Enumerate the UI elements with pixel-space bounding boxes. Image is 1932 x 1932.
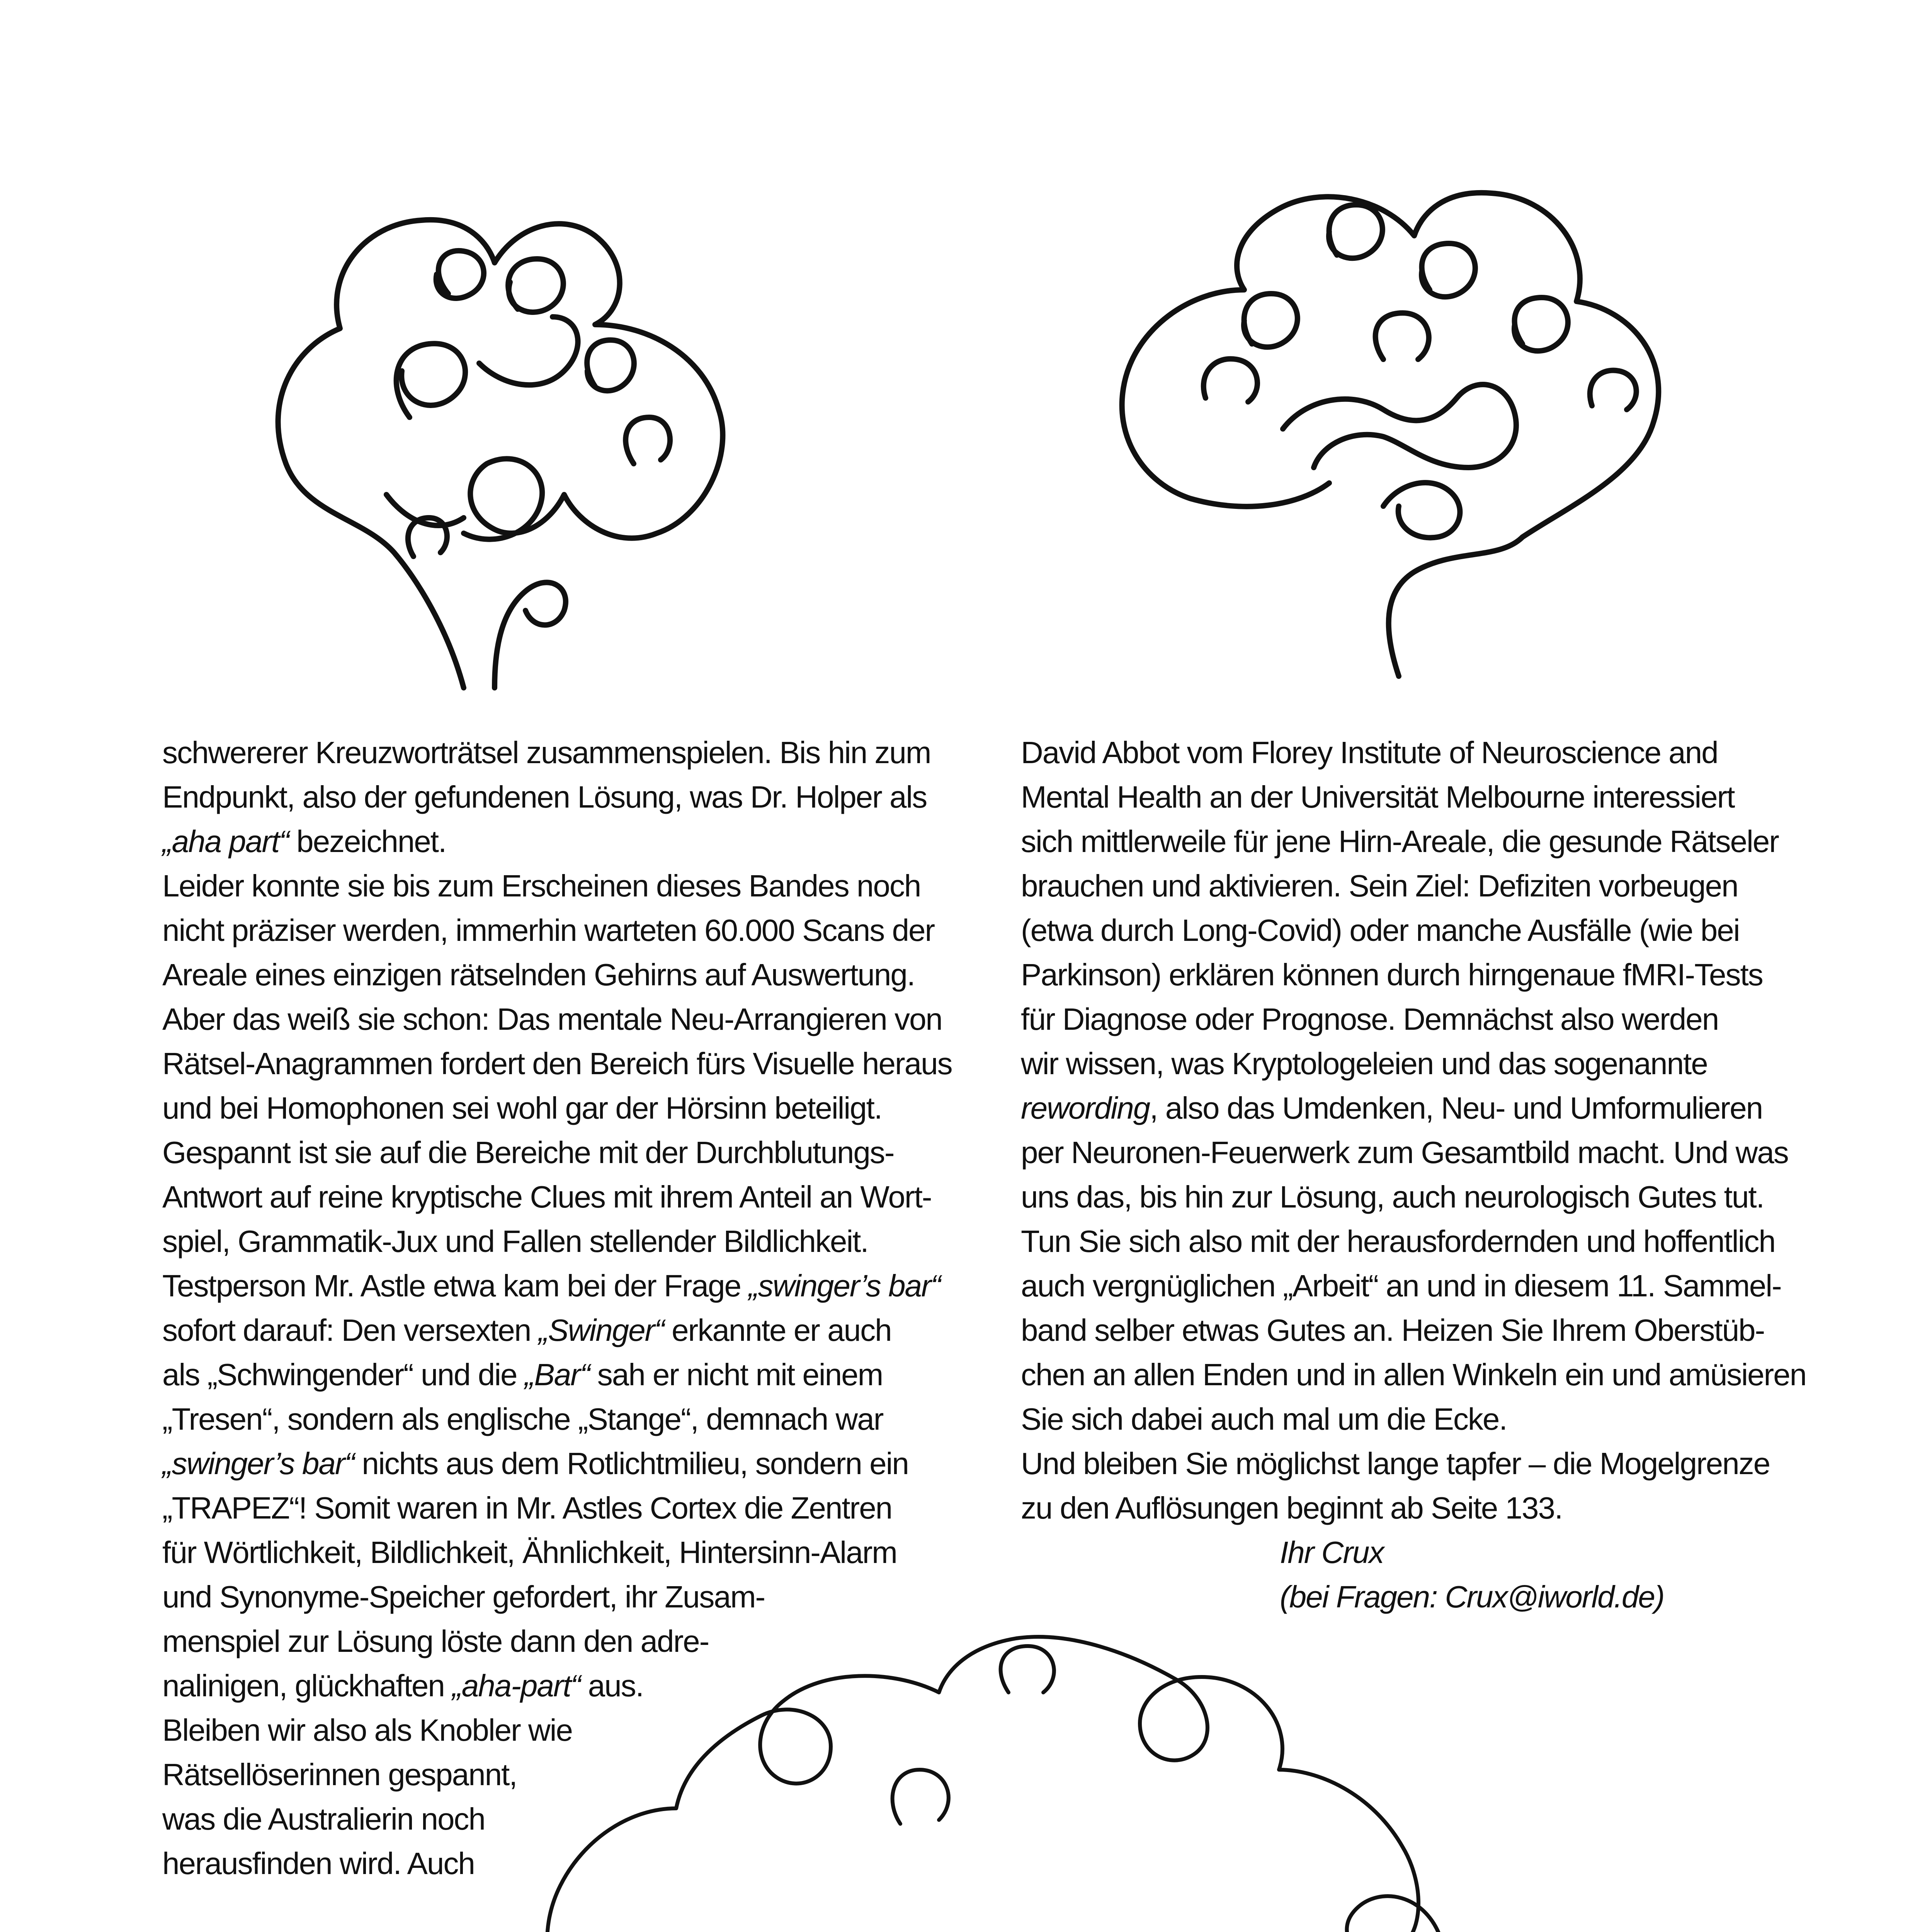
italic-text: „swinger’s bar“	[162, 1446, 354, 1481]
signature-name: Ihr Crux	[1280, 1535, 1384, 1570]
text-segment: Antwort auf reine kryptische Clues mit ihrem Anteil an Wort-	[162, 1180, 932, 1214]
text-segment: David Abbot vom Florey Institute of Neuroscience and	[1021, 735, 1718, 770]
text-segment: auch vergnüglichen „Arbeit“ an und in diesem 11. Sammel-	[1021, 1269, 1781, 1303]
text-segment: nalinigen, glückhaften	[162, 1668, 452, 1703]
right-text-column	[1021, 730, 1886, 1530]
text-segment: und bei Homophonen sei wohl gar der Hörsinn beteiligt.	[162, 1091, 882, 1125]
text-line	[1021, 1486, 1886, 1530]
text-segment: Und bleiben Sie möglichst lange tapfer – die Mogelgrenze	[1021, 1446, 1770, 1481]
italic-text: „Bar“	[524, 1357, 590, 1392]
text-segment: sofort darauf: Den versexten	[162, 1313, 539, 1347]
text-segment: schwererer Kreuzworträtsel zusammenspielen. Bis hin zum	[162, 735, 931, 770]
text-line	[162, 1663, 1012, 1708]
text-line	[162, 1352, 1012, 1397]
text-segment: Testperson Mr. Astle etwa kam bei der Frage	[162, 1269, 749, 1303]
text-line	[162, 1619, 1012, 1663]
text-segment: für Wörtlichkeit, Bildlichkeit, Ähnlichkeit, Hintersinn-Alarm	[162, 1535, 897, 1570]
text-segment: sah er nicht mit einem	[589, 1357, 883, 1392]
text-segment: chen an allen Enden und in allen Winkeln ein und amüsieren	[1021, 1357, 1806, 1392]
text-line	[162, 1752, 1012, 1797]
text-segment: zu den Auflösungen beginnt ab Seite 133.	[1021, 1491, 1563, 1525]
text-segment: uns das, bis hin zur Lösung, auch neurologisch Gutes tut.	[1021, 1180, 1764, 1214]
text-segment: Aber das weiß sie schon: Das mentale Neu-Arrangieren von	[162, 1002, 942, 1036]
text-line	[162, 1264, 1012, 1308]
text-line	[162, 1130, 1012, 1175]
text-line	[162, 952, 1012, 997]
text-line	[1021, 1264, 1886, 1308]
text-line	[162, 1175, 1012, 1219]
text-line	[162, 1797, 1012, 1841]
text-segment: spiel, Grammatik-Jux und Fallen stellender Bildlichkeit.	[162, 1224, 868, 1259]
text-segment: sich mittlerweile für jene Hirn-Areale, die gesunde Rätseler	[1021, 824, 1779, 859]
text-line	[162, 1530, 1012, 1575]
text-line	[162, 1708, 1012, 1752]
text-segment: Bleiben wir also als Knobler wie	[162, 1713, 572, 1747]
text-line	[162, 908, 1012, 952]
text-line	[1021, 1086, 1886, 1130]
signature-block	[1021, 1530, 1886, 1619]
text-line	[1021, 864, 1886, 908]
text-line	[1021, 997, 1886, 1041]
text-line	[162, 819, 1012, 864]
text-segment: , also das Umdenken, Neu- und Umformulieren	[1150, 1091, 1763, 1125]
text-line	[1021, 819, 1886, 864]
text-segment: Parkinson) erklären können durch hirngenaue fMRI-Tests	[1021, 957, 1763, 992]
text-line	[162, 1441, 1012, 1486]
text-line	[1021, 908, 1886, 952]
text-line	[1021, 1397, 1886, 1441]
text-line	[1021, 1352, 1886, 1397]
text-segment: aus.	[580, 1668, 643, 1703]
text-line	[162, 864, 1012, 908]
text-line	[1021, 730, 1886, 775]
text-line	[162, 775, 1012, 819]
text-line	[1021, 1130, 1886, 1175]
text-segment: nichts aus dem Rotlichtmilieu, sondern ein	[354, 1446, 908, 1481]
text-segment: als „Schwingender“ und die	[162, 1357, 525, 1392]
text-segment: „TRAPEZ“! Somit waren in Mr. Astles Cortex die Zentren	[162, 1491, 892, 1525]
text-segment: erkannte er auch	[663, 1313, 891, 1347]
text-segment: was die Australierin noch	[162, 1802, 485, 1836]
text-segment: herausfinden wird. Auch	[162, 1846, 474, 1881]
text-segment: Areale eines einzigen rätselnden Gehirns auf Auswertung.	[162, 957, 915, 992]
text-segment: band selber etwas Gutes an. Heizen Sie Ihrem Oberstüb-	[1021, 1313, 1765, 1347]
text-line	[162, 1575, 1012, 1619]
text-segment: „Tresen“, sondern als englische „Stange“, demnach war	[162, 1402, 883, 1436]
text-line	[1021, 1441, 1886, 1486]
text-segment: Mental Health an der Universität Melbourne interessiert	[1021, 780, 1735, 814]
italic-text: „Swinger“	[538, 1313, 664, 1347]
text-line	[1021, 775, 1886, 819]
italic-text: „aha part“	[162, 824, 289, 859]
text-line	[162, 1308, 1012, 1352]
text-line	[1021, 1041, 1886, 1086]
text-line	[1021, 1175, 1886, 1219]
signature-contact: (bei Fragen: Crux@iworld.de)	[1280, 1580, 1664, 1614]
text-segment: bezeichnet.	[288, 824, 446, 859]
brain-illustration-top-left	[247, 147, 788, 707]
text-segment: brauchen und aktivieren. Sein Ziel: Defiziten vorbeugen	[1021, 869, 1738, 903]
text-segment: Rätsellöserinnen gespannt,	[162, 1757, 517, 1792]
text-line	[162, 1486, 1012, 1530]
text-line	[1021, 1219, 1886, 1264]
text-line	[1021, 1308, 1886, 1352]
text-segment: Endpunkt, also der gefundenen Lösung, was Dr. Holper als	[162, 780, 927, 814]
left-text-column	[162, 730, 1012, 1886]
text-segment: Gespannt ist sie auf die Bereiche mit der Durchblutungs-	[162, 1135, 894, 1170]
italic-text: „swinger’s bar“	[748, 1269, 940, 1303]
italic-text: rewording	[1021, 1091, 1150, 1125]
text-segment: per Neuronen-Feuerwerk zum Gesamtbild macht. Und was	[1021, 1135, 1788, 1170]
text-line	[162, 730, 1012, 775]
text-line	[162, 1841, 1012, 1886]
text-line	[162, 1219, 1012, 1264]
italic-text: „aha-part“	[452, 1668, 580, 1703]
text-segment: menspiel zur Lösung löste dann den adre-	[162, 1624, 709, 1658]
text-segment: Tun Sie sich also mit der herausfordernden und hoffentlich	[1021, 1224, 1775, 1259]
text-segment: Sie sich dabei auch mal um die Ecke.	[1021, 1402, 1507, 1436]
text-line	[162, 1041, 1012, 1086]
text-line	[162, 1086, 1012, 1130]
text-segment: für Diagnose oder Prognose. Demnächst also werden	[1021, 1002, 1719, 1036]
text-segment: und Synonyme-Speicher gefordert, ihr Zusam-	[162, 1580, 765, 1614]
text-segment: Leider konnte sie bis zum Erscheinen dieses Bandes noch	[162, 869, 921, 903]
text-line	[162, 997, 1012, 1041]
text-line	[162, 1397, 1012, 1441]
text-segment: (etwa durch Long-Covid) oder manche Ausfälle (wie bei	[1021, 913, 1740, 947]
text-line	[1021, 952, 1886, 997]
text-segment: Rätsel-Anagrammen fordert den Bereich fürs Visuelle heraus	[162, 1046, 952, 1081]
text-segment: wir wissen, was Kryptologeleien und das sogenannte	[1021, 1046, 1708, 1081]
text-segment: nicht präziser werden, immerhin warteten 60.000 Scans der	[162, 913, 935, 947]
brain-illustration-top-right	[1090, 128, 1727, 707]
